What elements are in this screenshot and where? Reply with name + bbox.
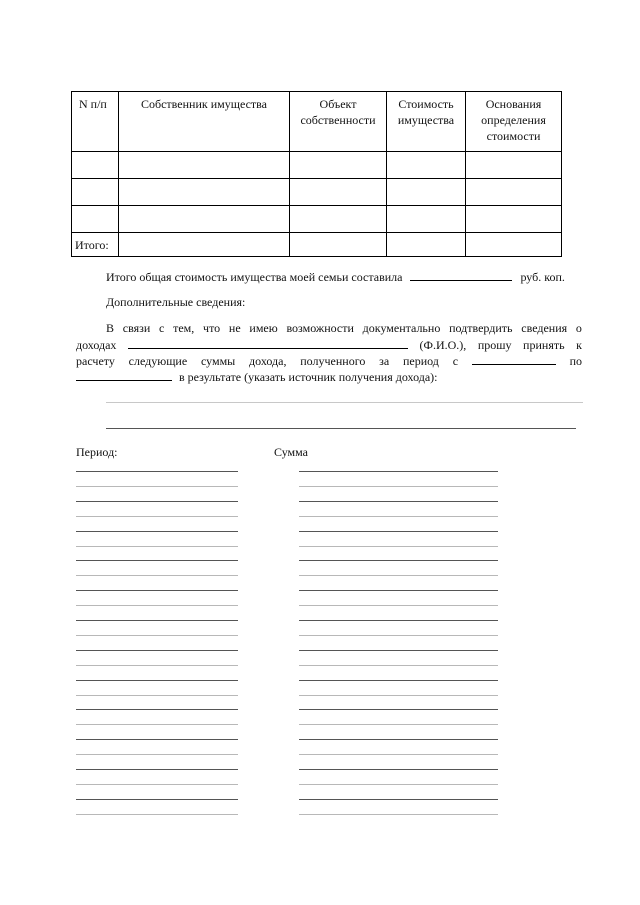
word: связи xyxy=(122,321,151,335)
fio-field[interactable] xyxy=(128,336,408,349)
sum-entry-line[interactable] xyxy=(299,799,498,800)
table-cell[interactable] xyxy=(72,206,119,233)
word: не xyxy=(228,321,241,335)
sum-entry-line[interactable] xyxy=(299,769,498,770)
sum-entry-line[interactable] xyxy=(299,501,498,502)
income-source-line-2[interactable] xyxy=(106,428,576,429)
period-entry-line[interactable] xyxy=(76,620,238,621)
table-cell[interactable] xyxy=(387,152,466,179)
table-cell[interactable] xyxy=(466,206,562,233)
word: полученного xyxy=(300,354,366,368)
header-number: N п/п xyxy=(72,92,119,152)
table-cell[interactable] xyxy=(290,179,387,206)
source-instruction: в результате (указать источник получения дохода): xyxy=(179,370,438,384)
word: документально xyxy=(362,321,441,335)
period-entry-line[interactable] xyxy=(76,769,238,770)
table-row xyxy=(72,206,562,233)
sum-entry-line[interactable] xyxy=(299,814,498,815)
table-header-row xyxy=(72,92,562,152)
sum-entry-line[interactable] xyxy=(299,754,498,755)
sum-entry-line[interactable] xyxy=(299,590,498,591)
period-from-field[interactable] xyxy=(472,352,556,365)
sum-entry-line[interactable] xyxy=(299,575,498,576)
table-cell[interactable] xyxy=(290,152,387,179)
period-entry-line[interactable] xyxy=(76,575,238,576)
sum-label: Сумма xyxy=(274,445,308,459)
table-cell[interactable] xyxy=(466,179,562,206)
period-entry-line[interactable] xyxy=(76,546,238,547)
table-cell[interactable] xyxy=(119,152,290,179)
table-cell[interactable] xyxy=(119,206,290,233)
income-source-line-1[interactable] xyxy=(106,402,583,403)
statement-line-1 xyxy=(76,320,582,336)
sum-entry-line[interactable] xyxy=(299,724,498,725)
table-cell[interactable] xyxy=(72,152,119,179)
table-cell[interactable] xyxy=(387,179,466,206)
additional-info-heading: Дополнительные сведения: xyxy=(106,295,246,309)
word: принять xyxy=(523,338,565,352)
word: следующие xyxy=(128,354,188,368)
property-table xyxy=(71,91,562,257)
word: подтвердить xyxy=(449,321,513,335)
table-cell[interactable] xyxy=(387,233,466,257)
sum-entry-line[interactable] xyxy=(299,665,498,666)
total-label: Итого: xyxy=(72,233,119,257)
period-entry-line[interactable] xyxy=(76,635,238,636)
period-entry-line[interactable] xyxy=(76,799,238,800)
total-value-line xyxy=(106,268,565,285)
period-entry-line[interactable] xyxy=(76,560,238,561)
table-cell[interactable] xyxy=(119,233,290,257)
sum-entry-line[interactable] xyxy=(299,739,498,740)
period-entry-line[interactable] xyxy=(76,486,238,487)
statement-paragraph xyxy=(76,320,582,384)
sum-entry-line[interactable] xyxy=(299,516,498,517)
table-cell[interactable] xyxy=(387,206,466,233)
table-cell[interactable] xyxy=(119,179,290,206)
period-entry-line[interactable] xyxy=(76,739,238,740)
sum-entry-line[interactable] xyxy=(299,471,498,472)
word: доходах xyxy=(76,338,117,352)
word: о xyxy=(575,321,582,335)
word: прошу xyxy=(477,338,512,352)
word: с xyxy=(452,354,459,368)
word: расчету xyxy=(76,354,115,368)
period-entry-line[interactable] xyxy=(76,501,238,502)
period-entry-line[interactable] xyxy=(76,471,238,472)
sum-entry-line[interactable] xyxy=(299,709,498,710)
table-row xyxy=(72,152,562,179)
period-entry-line[interactable] xyxy=(76,650,238,651)
word: что xyxy=(203,321,221,335)
sum-entry-line[interactable] xyxy=(299,531,498,532)
table-row xyxy=(72,179,562,206)
header-object: Объект собственности xyxy=(290,92,387,152)
sum-entry-line[interactable] xyxy=(299,605,498,606)
total-value-text: Итого общая стоимость имущества моей семьи составила xyxy=(106,270,403,284)
word: за xyxy=(379,354,390,368)
period-entry-line[interactable] xyxy=(76,784,238,785)
sum-entry-line[interactable] xyxy=(299,784,498,785)
period-entry-line[interactable] xyxy=(76,709,238,710)
sum-entry-line[interactable] xyxy=(299,695,498,696)
table-cell[interactable] xyxy=(466,233,562,257)
sum-entry-line[interactable] xyxy=(299,620,498,621)
sum-entry-line[interactable] xyxy=(299,680,498,681)
word: В xyxy=(106,321,115,335)
header-value: Стоимость имущества xyxy=(387,92,466,152)
word: дохода, xyxy=(249,354,287,368)
table-cell[interactable] xyxy=(72,179,119,206)
table-cell[interactable] xyxy=(290,233,387,257)
word: тем, xyxy=(173,321,195,335)
sum-entry-line[interactable] xyxy=(299,650,498,651)
header-basis: Основания определения стоимости xyxy=(466,92,562,152)
sum-entry-line[interactable] xyxy=(299,546,498,547)
table-cell[interactable] xyxy=(290,206,387,233)
word: сведения xyxy=(521,321,568,335)
sum-entry-line[interactable] xyxy=(299,486,498,487)
word: с xyxy=(159,321,165,335)
period-entry-line[interactable] xyxy=(76,531,238,532)
word: суммы xyxy=(200,354,236,368)
total-value-field[interactable] xyxy=(410,268,512,281)
fio-label: (Ф.И.О.), xyxy=(419,338,467,352)
currency-unit: руб. коп. xyxy=(520,270,565,284)
period-entry-line[interactable] xyxy=(76,590,238,591)
word: возможности xyxy=(286,321,354,335)
period-entry-line[interactable] xyxy=(76,754,238,755)
period-to-field[interactable] xyxy=(76,368,172,381)
word: период xyxy=(402,354,439,368)
statement-line-2 xyxy=(76,336,582,352)
period-entry-line[interactable] xyxy=(76,680,238,681)
table-total-row xyxy=(72,233,562,257)
period-entry-line[interactable] xyxy=(76,814,238,815)
word: к xyxy=(576,338,582,352)
period-entry-line[interactable] xyxy=(76,665,238,666)
period-entry-line[interactable] xyxy=(76,605,238,606)
table-cell[interactable] xyxy=(466,152,562,179)
period-label: Период: xyxy=(76,445,118,459)
header-owner: Собственник имущества xyxy=(119,92,290,152)
period-entry-line[interactable] xyxy=(76,516,238,517)
word: по xyxy=(569,354,582,368)
period-entry-line[interactable] xyxy=(76,695,238,696)
period-entry-line[interactable] xyxy=(76,724,238,725)
sum-entry-line[interactable] xyxy=(299,560,498,561)
word: имею xyxy=(249,321,278,335)
sum-entry-line[interactable] xyxy=(299,635,498,636)
statement-line-4 xyxy=(76,368,582,384)
statement-line-3 xyxy=(76,352,582,368)
